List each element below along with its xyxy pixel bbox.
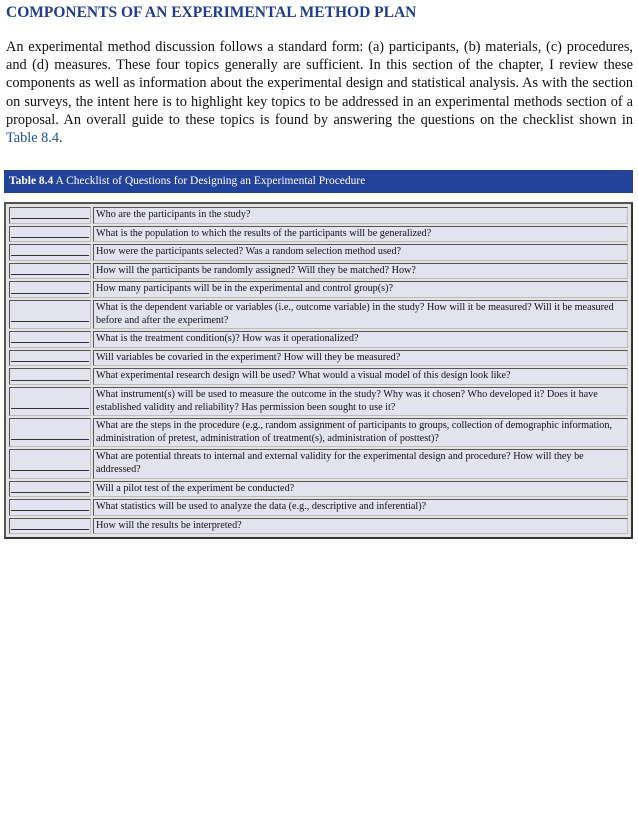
- blank-line: [11, 510, 89, 511]
- checkbox-blank[interactable]: [9, 226, 91, 243]
- checklist-question: Who are the participants in the study?: [93, 207, 628, 224]
- blank-line: [11, 408, 89, 409]
- blank-line: [11, 361, 89, 362]
- checklist-question: What instrument(s) will be used to measure the outcome in the study? Why was it chosen? Who developed it? Does it have established validity and reliability? Has permission been sought to use it?: [93, 387, 628, 416]
- checklist-question: Will variables be covaried in the experiment? How will they be measured?: [93, 350, 628, 367]
- checklist-row: [9, 350, 628, 367]
- checklist-question: How will the participants be randomly assigned? Will they be matched? How?: [93, 263, 628, 280]
- checkbox-blank[interactable]: [9, 244, 91, 261]
- checkbox-blank[interactable]: [9, 387, 91, 416]
- blank-line: [11, 237, 89, 238]
- checkbox-blank[interactable]: [9, 449, 91, 478]
- blank-line: [11, 342, 89, 343]
- checkbox-blank[interactable]: [9, 481, 91, 498]
- table-reference-link[interactable]: Table 8.4: [6, 130, 59, 147]
- checklist-question: What experimental research design will be used? What would a visual model of this design look like?: [93, 368, 628, 385]
- checklist-row: [9, 263, 628, 280]
- checklist-question: Will a pilot test of the experiment be conducted?: [93, 481, 628, 498]
- section-heading: COMPONENTS OF AN EXPERIMENTAL METHOD PLAN: [6, 4, 417, 21]
- checkbox-blank[interactable]: [9, 331, 91, 348]
- checklist-question: What are the steps in the procedure (e.g., random assignment of participants to groups, collection of demographic information, administration of pretest, administration of treatment(s), administration of posttest)?: [93, 418, 628, 447]
- checkbox-blank[interactable]: [9, 263, 91, 280]
- checklist-question: How will the results be interpreted?: [93, 518, 628, 535]
- checklist-row: [9, 481, 628, 498]
- table-caption-label: Table 8.4: [9, 175, 54, 187]
- paragraph-text: An experimental method discussion follows a standard form: (a) participants, (b) materials, (c) procedures, and (d) measures. These four topics generally are sufficient. In this section of the chapter, I review these components as well as information about the experimental design and statistical analysis. As with the section on surveys, the intent here is to highlight key topics to be addressed in an experimental methods section of a proposal. An overall guide to these topics is found by answering the questions on the checklist shown in: [6, 39, 633, 128]
- blank-line: [11, 274, 89, 275]
- checklist-table: [4, 202, 633, 539]
- checkbox-blank[interactable]: [9, 368, 91, 385]
- checklist-question: How many participants will be in the experimental and control group(s)?: [93, 281, 628, 298]
- table-caption-title: A Checklist of Questions for Designing an Experimental Procedure: [53, 175, 366, 187]
- checklist-body: [9, 207, 628, 534]
- blank-line: [11, 492, 89, 493]
- blank-line: [11, 439, 89, 440]
- checklist-question: What are potential threats to internal and external validity for the experimental design and procedure? How will they be addressed?: [93, 449, 628, 478]
- checklist-row: [9, 449, 628, 478]
- checklist-row: [9, 499, 628, 516]
- intro-paragraph: [6, 38, 633, 147]
- checklist-row: [9, 387, 628, 416]
- checkbox-blank[interactable]: [9, 350, 91, 367]
- checkbox-blank[interactable]: [9, 207, 91, 224]
- blank-line: [11, 529, 89, 530]
- blank-line: [11, 218, 89, 219]
- checklist-question: What is the dependent variable or variables (i.e., outcome variable) in the study? How will it be measured? Will it be measured before and after the experiment?: [93, 300, 628, 329]
- checklist-row: [9, 281, 628, 298]
- checklist-row: [9, 226, 628, 243]
- table-caption: [4, 170, 633, 193]
- checkbox-blank[interactable]: [9, 281, 91, 298]
- blank-line: [11, 255, 89, 256]
- checklist-row: [9, 418, 628, 447]
- checkbox-blank[interactable]: [9, 499, 91, 516]
- blank-line: [11, 293, 89, 294]
- blank-line: [11, 380, 89, 381]
- checklist-row: [9, 244, 628, 261]
- checklist-row: [9, 331, 628, 348]
- checklist-question: What is the population to which the results of the participants will be generalized?: [93, 226, 628, 243]
- checkbox-blank[interactable]: [9, 418, 91, 447]
- checkbox-blank[interactable]: [9, 300, 91, 329]
- blank-line: [11, 470, 89, 471]
- checkbox-blank[interactable]: [9, 518, 91, 535]
- checklist-row: [9, 207, 628, 224]
- checklist-question: What is the treatment condition(s)? How was it operationalized?: [93, 331, 628, 348]
- blank-line: [11, 321, 89, 322]
- checklist-row: [9, 300, 628, 329]
- checklist-question: How were the participants selected? Was a random selection method used?: [93, 244, 628, 261]
- checklist-row: [9, 368, 628, 385]
- checklist-question: What statistics will be used to analyze the data (e.g., descriptive and inferential)?: [93, 499, 628, 516]
- checklist-row: [9, 518, 628, 535]
- paragraph-end: .: [59, 130, 63, 147]
